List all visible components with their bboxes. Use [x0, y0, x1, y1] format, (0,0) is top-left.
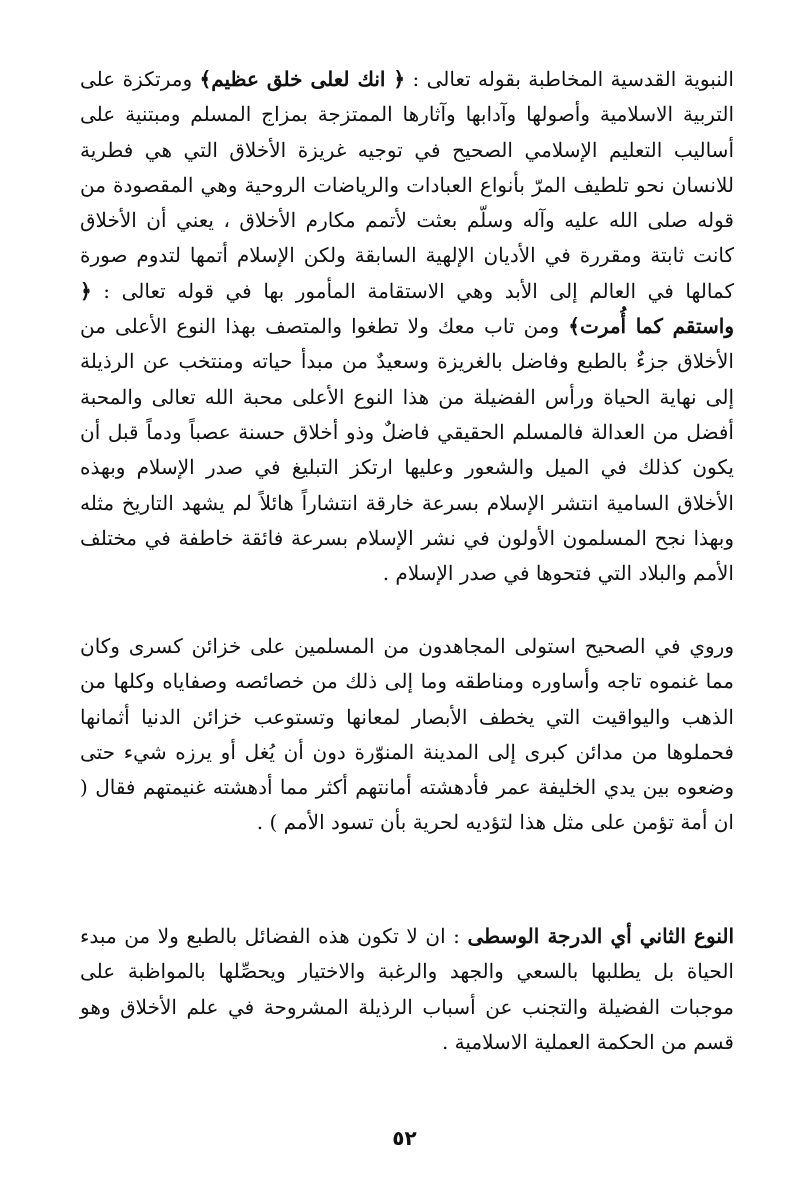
paragraph-1-rest: ومن تاب معك ولا تطغوا والمتصف بهذا النوع الأعلى من الأخلاق جزءٌ بالطبع وفاضل بالغريزة وسعيدٌ من مبدأ حياته ومنتخب عن الرذيلة إلى نهاية الحياة ورأس الفضيلة من هذا النوع الأعلى محبة الله تعالى والمحبة أفضل من العدالة فالمسلم الحقيقي فاضلٌ وذو أخلاق حسنة عصباً ودماً قبل أن يكون كذلك في الميل والشعور وعليها ارتكز التبليغ في صدر الإسلام وبهذه الأخلاق السامية انتشر الإسلام بسرعة خارقة انتشاراً هائلاً لم يشهد التاريخ مثله وبهذا نجح المسلمون الأولون في نشر الإسلام بسرعة فائقة خاطفة في مختلف الأمم والبلاد التي فتحوها في صدر الإسلام .: [80, 314, 734, 586]
paragraph-2: وروي في الصحيح استولى المجاهدون من المسلمين على خزائن كسرى وكان مما غنموه تاجه وأساوره ومناطقه وما إلى ذلك من خصائصه وصفاياه وكلها من الذهب واليواقيت التي يخطف الأبصار لمعانها وتستوعب خزائن الدنيا أثمانها فحملوها من مدائن كبرى إلى المدينة المنوّرة دون أن يُغل أو يرزه شيء حتى وضعوه بين يدي الخليفة عمر فأدهشته أمانتهم أكثر مما أدهشته غنيمتهم فقال ( ان أمة تؤمن على مثل هذا لتؤديه لحرية بأن تسود الأمم ) .: [80, 634, 734, 835]
paragraph-1: [80, 62, 734, 591]
paragraph-3-text: : ان لا تكون هذه الفضائل بالطبع ولا من مبدء الحياة بل يطلبها بالسعي والجهد والرغبة والاختيار ويحصِّلها بالمواظبة على موجبات الفضيلة والتجنب عن أسباب الرذيلة المشروحة في علم الأخلاق وهو قسم من الحكمة العملية الاسلامية .: [80, 924, 734, 1054]
quran-quote-1: ﴿ انك لعلى خلق عظيم﴾: [199, 67, 406, 91]
paragraph-3: [80, 919, 734, 1060]
paragraph-1-intro: النبوية القدسية المخاطبة بقوله تعالى :: [405, 67, 734, 91]
paragraph-1-middle: ومرتكزة على التربية الاسلامية وأصولها وآدابها وآثارها الممتزجة بمزاج المسلم ومبتنية على أساليب التعليم الإسلامي الصحيح في توجيه غريزة الأخلاق التي هي فطرية للانسان نحو تلطيف المرّ بأنواع العبادات والرياضات الروحية وهي المقصودة من قوله صلى الله عليه وآله وسلّم بعثت لأتمم مكارم الأخلاق ، يعني أن الأخلاق كانت ثابتة ومقررة في الأديان الإلهية السابقة ولكن الإسلام أتمها لتدوم صورة كمالها في العالم إلى الأبد وهي الاستقامة المأمور بها في قوله تعالى :: [80, 67, 734, 303]
section-lead-heading: النوع الثاني أي الدرجة الوسطى: [467, 924, 734, 948]
page-number: ٥٢: [392, 1126, 417, 1150]
quran-quote-2: ﴿ واستقم كما أُمرت﴾: [80, 278, 735, 339]
